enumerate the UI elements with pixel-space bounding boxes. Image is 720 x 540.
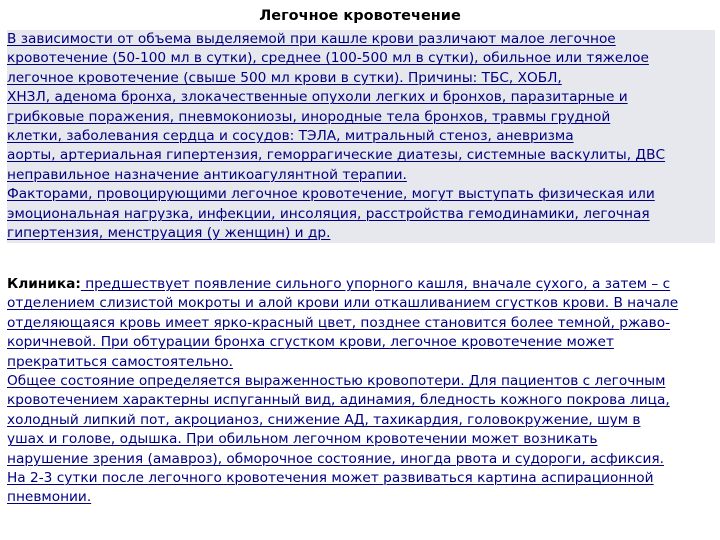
clinic-line-5: прекратиться самостоятельно. <box>7 353 234 370</box>
slide-title: Легочное кровотечение <box>259 8 461 24</box>
condition-line-3: холодный липкий пот, акроцианоз, снижение АД, тахикардия, головокружение, шум в <box>7 411 641 428</box>
causes-line-3: легочное кровотечение (свыше 500 мл крови в сутки). Причины: ТБС, ХОБЛ, <box>7 69 562 86</box>
condition-line-4: ушах и голове, одышка. При обильном легочном кровотечении может возникать <box>7 431 598 448</box>
causes-line-6: клетки, заболевания сердца и сосудов: ТЭЛА, митральный стеноз, аневризма <box>7 128 574 145</box>
condition-line-6: На 2-3 сутки после легочного кровотечения может развиваться картина аспирационной <box>7 470 654 487</box>
clinic-label: Клиника: <box>7 276 81 292</box>
causes-line-4: ХНЗЛ, аденома бронха, злокачественные опухоли легких и бронхов, паразитарные и <box>7 89 628 106</box>
causes-line-1: В зависимости от объема выделяемой при кашле крови различают малое легочное <box>7 31 616 47</box>
clinic-line-1 <box>7 275 715 294</box>
causes-line-8: неправильное назначение антикоагулянтной терапии. <box>7 166 407 183</box>
clinic-line-3: отделяющаяся кровь имеет ярко-красный цвет, позднее становится более темной, ржаво- <box>7 314 671 331</box>
condition-line-7: пневмонии. <box>7 489 92 506</box>
condition-line-2: кровотечением характерны испуганный вид, адинамия, бледность кожного покрова лица, <box>7 392 670 409</box>
condition-line-5: нарушение зрения (амавроз), обморочное состояние, иногда рвота и судороги, асфиксия. <box>7 450 664 467</box>
clinic-line-1-text: предшествует появление сильного упорного кашля, вначале сухого, а затем – с <box>80 276 671 292</box>
causes-line-7: аорты, артериальная гипертензия, геморрагические диатезы, системные васкулиты, ДВС <box>7 147 666 164</box>
factors-line-3: гипертензия, менструация (у женщин) и др. <box>7 225 331 242</box>
causes-paragraph <box>7 30 715 243</box>
clinic-line-2: отделением слизистой мокроты и алой крови или откашливанием сгустков крови. В начале <box>7 295 679 312</box>
clinic-paragraph <box>7 275 715 508</box>
causes-line-5: грибковые поражения, пневмокониозы, инородные тела бронхов, травмы грудной <box>7 108 611 125</box>
clinic-line-4: коричневой. При обтурации бронха сгустком крови, легочное кровотечение может <box>7 334 614 351</box>
causes-line-2: кровотечение (50-100 мл в сутки), среднее (100-500 мл в сутки), обильное или тяжелое <box>7 50 649 67</box>
condition-line-1: Общее состояние определяется выраженностью кровопотери. Для пациентов с легочным <box>7 373 666 390</box>
factors-line-2: эмоциональная нагрузка, инфекции, инсоляция, расстройства гемодинамики, легочная <box>7 205 650 222</box>
factors-line-1: Факторами, провоцирующими легочное кровотечение, могут выступать физическая или <box>7 186 655 203</box>
